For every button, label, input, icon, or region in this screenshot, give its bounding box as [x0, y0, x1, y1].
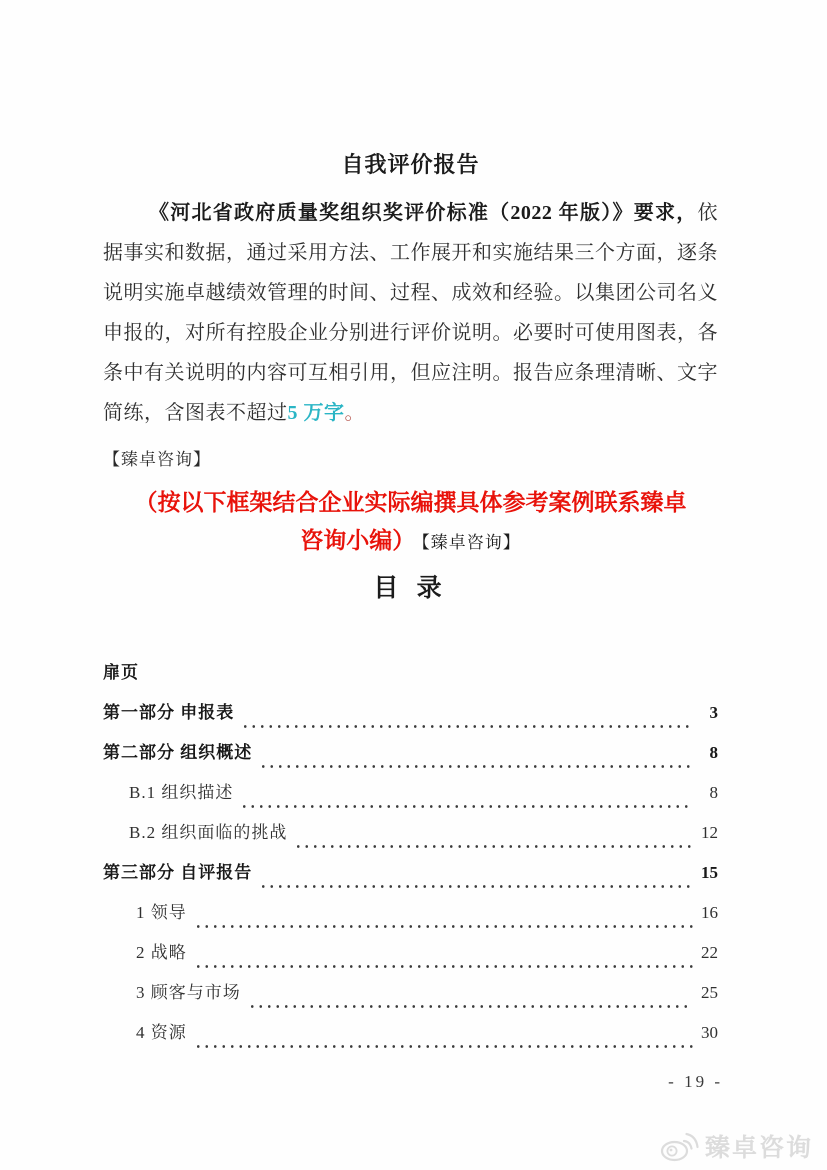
- toc-entry-label: 扉页: [103, 663, 139, 682]
- red-notice-line2: 咨询小编）: [300, 528, 416, 553]
- toc-entry-part1: [103, 698, 718, 738]
- toc-entry-part3: [103, 858, 718, 898]
- toc-entry-part2: [103, 738, 718, 778]
- toc-entry-ch1: [103, 898, 718, 938]
- toc-entry-page: 8: [709, 783, 718, 802]
- toc-entry-page: 16: [701, 903, 718, 922]
- toc-leader-dots: [194, 964, 693, 969]
- toc-leader-dots: [259, 884, 693, 889]
- toc-entry-ch3: [103, 978, 718, 1018]
- toc-leader-dots: [240, 804, 693, 809]
- toc-leader-dots: [248, 1004, 693, 1009]
- toc-entry-page: 12: [701, 823, 718, 842]
- brand-tag: 【臻卓咨询】: [103, 450, 211, 469]
- toc-entry-label: B.2 组织面临的挑战: [129, 823, 288, 842]
- toc-entry-label: 4 资源: [136, 1023, 187, 1042]
- toc-leader-dots: [294, 844, 693, 849]
- toc-entry-page: 30: [701, 1023, 718, 1042]
- toc-entry-page: 8: [709, 743, 718, 762]
- intro-paragraph: [103, 193, 718, 433]
- paragraph-body-text: 依据事实和数据，通过采用方法、工作展开和实施结果三个方面，逐条说明实施卓越绩效管理的时间、过程、成效和经验。以集团公司名义申报的，对所有控股企业分别进行评价说明。必要时可使用图表，各条中有关说明的内容可互相引用，但应注明。报告应条理清晰、文字简练，含图表不超过: [103, 202, 718, 424]
- toc-entry-ch4: [103, 1018, 718, 1058]
- toc-entry-frontpage: [103, 658, 718, 698]
- toc-title: 目 录: [373, 575, 448, 602]
- toc-leader-dots: [241, 724, 693, 729]
- toc-entry-label: 2 战略: [136, 943, 187, 962]
- toc-entry-label: B.1 组织描述: [129, 783, 234, 802]
- toc-leader-dots: [194, 924, 693, 929]
- toc-entry-label: 第三部分 自评报告: [103, 863, 253, 882]
- watermark-text: 臻卓咨询: [704, 1135, 813, 1162]
- toc-entry-b2: [103, 818, 718, 858]
- red-notice: [103, 484, 718, 562]
- toc-entry-page: 25: [701, 983, 718, 1002]
- toc-entry-page: 15: [701, 863, 718, 882]
- red-notice-brand-suffix: 【臻卓咨询】: [421, 533, 521, 552]
- toc-entry-ch2: [103, 938, 718, 978]
- toc-entry-label: 第一部分 申报表: [103, 703, 235, 722]
- word-limit-highlight: 5 万字: [287, 402, 345, 424]
- toc-leader-dots: [259, 764, 693, 769]
- weibo-icon: [659, 1129, 701, 1163]
- toc-entry-label: 第二部分 组织概述: [103, 743, 253, 762]
- toc-leader-dots: [194, 1044, 693, 1049]
- footer-page-number: - 19 -: [668, 1072, 723, 1091]
- toc-entry-page: 22: [701, 943, 718, 962]
- paragraph-bold-lead: 《河北省政府质量奖组织奖评价标准（2022 年版）》要求，: [149, 202, 698, 224]
- table-of-contents: [103, 658, 718, 1058]
- paragraph-end-period: 。: [344, 402, 365, 424]
- toc-entry-label: 3 顾客与市场: [136, 983, 241, 1002]
- toc-entry-label: 1 领导: [136, 903, 187, 922]
- watermark: [659, 1128, 813, 1164]
- red-notice-line1: （按以下框架结合企业实际编撰具体参考案例联系臻卓: [134, 490, 687, 515]
- page-title: 自我评价报告: [341, 152, 480, 177]
- toc-entry-page: 3: [709, 703, 718, 722]
- toc-entry-b1: [103, 778, 718, 818]
